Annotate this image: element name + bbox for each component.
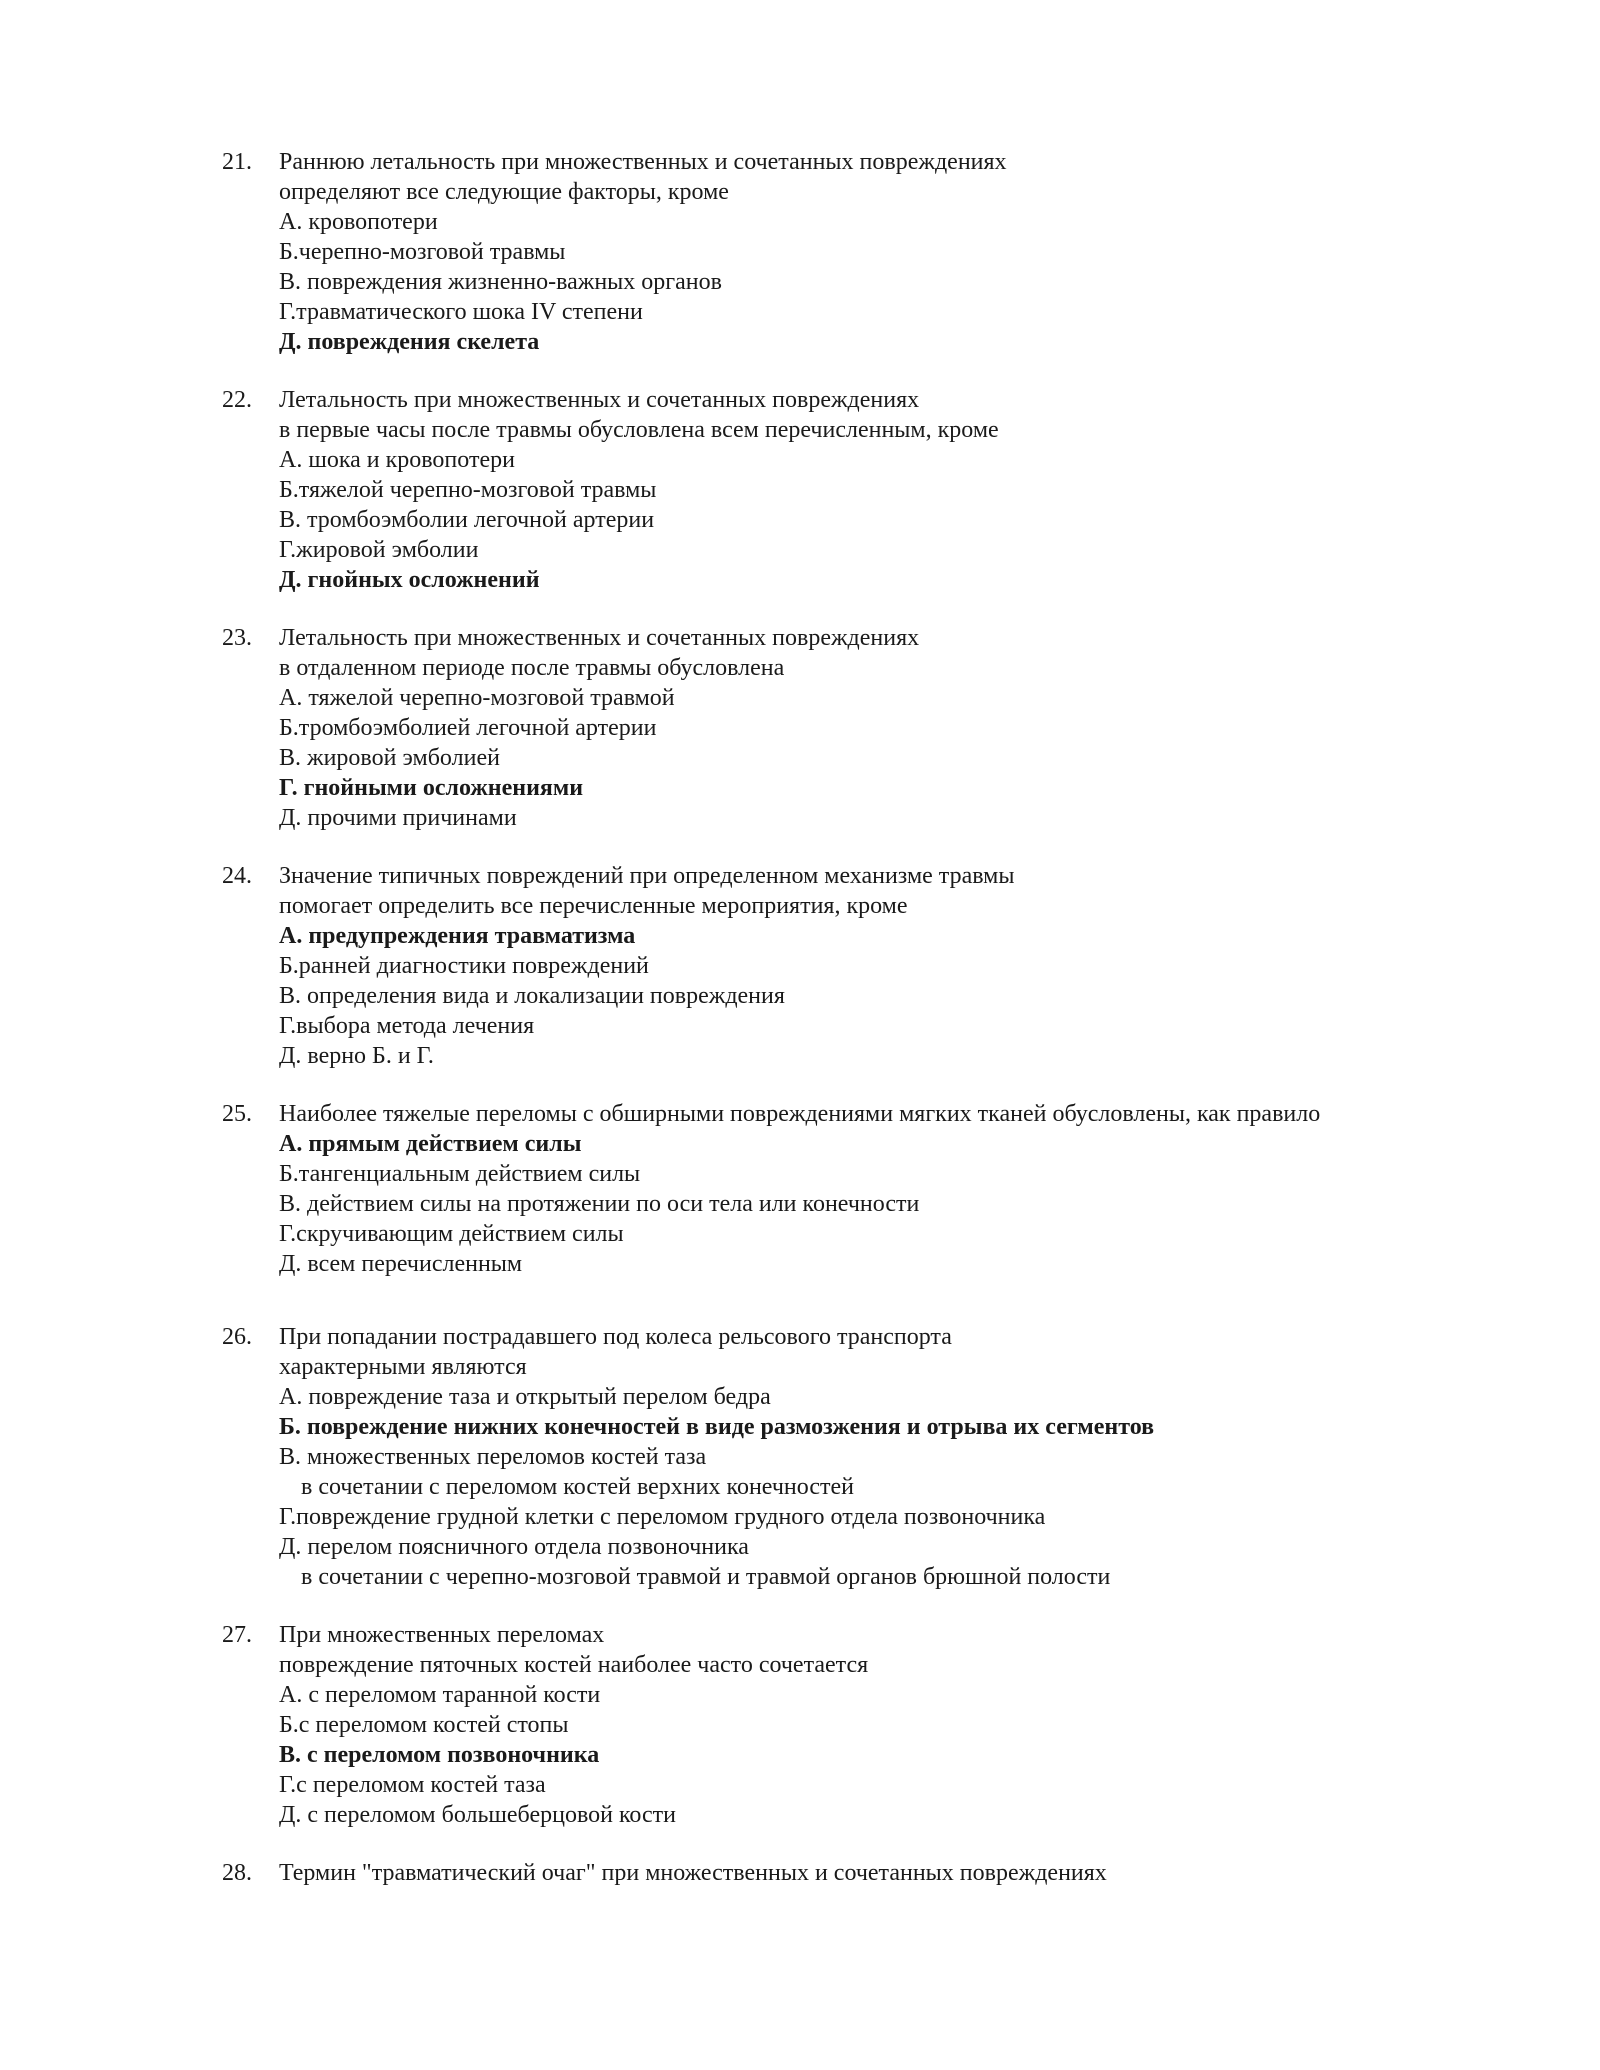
answer-option-correct: А. предупреждения травматизма [279,923,636,949]
question-text: Значение типичных повреждений при определенном механизме травмы [279,863,1015,889]
question-stem-line [222,147,1522,177]
question-stem-line [222,1099,1522,1129]
question-text: в первые часы после травмы обусловлена всем перечисленным, кроме [279,417,999,443]
question-text: в отдаленном периоде после травмы обусловлена [279,655,785,681]
answer-option: А. кровопотери [279,209,438,235]
question-text: помогает определить все перечисленные мероприятия, кроме [279,893,908,919]
question-6 [222,1322,1522,1592]
question-stem-line [222,653,1522,683]
question-text: Летальность при множественных и сочетанных повреждениях [279,387,920,413]
question-number: 22. [222,387,252,413]
answer-option: Б.тромбоэмболией легочной артерии [279,715,657,741]
answer-option: А. с переломом таранной кости [279,1682,601,1708]
answer-option: Б.ранней диагностики повреждений [279,953,649,979]
answer-option: Г.скручивающим действием силы [279,1221,624,1247]
answer-option: Б.тяжелой черепно-мозговой травмы [279,477,657,503]
answer-option: в сочетании с черепно-мозговой травмой и травмой органов брюшной полости [301,1564,1111,1590]
question-1 [222,147,1522,357]
question-text: Раннюю летальность при множественных и сочетанных повреждениях [279,149,1007,175]
question-3 [222,623,1522,833]
question-5 [222,1099,1522,1279]
answer-option-correct: А. прямым действием силы [279,1131,582,1157]
answer-option: Г.жировой эмболии [279,537,479,563]
question-number: 26. [222,1324,252,1350]
question-stem-line [222,623,1522,653]
answer-option: Д. всем перечисленным [279,1251,523,1277]
question-stem-line [222,891,1522,921]
answer-option: А. тяжелой черепно-мозговой травмой [279,685,675,711]
question-text: При множественных переломах [279,1622,605,1648]
answer-option: Д. перелом поясничного отдела позвоночника [279,1534,749,1560]
question-stem-line [222,861,1522,891]
answer-option: Б.тангенциальным действием силы [279,1161,641,1187]
question-8 [222,1858,1522,1888]
answer-option: В. тромбоэмболии легочной артерии [279,507,655,533]
answer-option-correct: Д. повреждения скелета [279,329,540,355]
question-text: характерными являются [279,1354,527,1380]
answer-option: Г.повреждение грудной клетки с переломом грудного отдела позвоночника [279,1504,1046,1530]
answer-option-correct: Г. гнойными осложнениями [279,775,584,801]
question-stem-line [222,1858,1522,1888]
question-stem-line [222,1322,1522,1352]
answer-option-correct: Б. повреждение нижних конечностей в виде размозжения и отрыва их сегментов [279,1414,1155,1440]
answer-option-correct: Д. гнойных осложнений [279,567,540,593]
question-stem-line [222,1352,1522,1382]
question-number: 21. [222,149,252,175]
answer-option: Г.травматического шока IV степени [279,299,643,325]
question-number: 23. [222,625,252,651]
answer-option: Б.черепно-мозговой травмы [279,239,566,265]
answer-option: А. шока и кровопотери [279,447,515,473]
question-number: 24. [222,863,252,889]
answer-option: Б.с переломом костей стопы [279,1712,569,1738]
question-text: Наиболее тяжелые переломы с обширными повреждениями мягких тканей обусловлены, как правило [279,1101,1321,1127]
question-text: повреждение пяточных костей наиболее часто сочетается [279,1652,869,1678]
answer-option: Г.выбора метода лечения [279,1013,535,1039]
answer-option: В. множественных переломов костей таза [279,1444,707,1470]
answer-option: В. определения вида и локализации повреждения [279,983,785,1009]
question-number: 27. [222,1622,252,1648]
answer-option: В. повреждения жизненно-важных органов [279,269,722,295]
question-stem-line [222,385,1522,415]
answer-option: В. действием силы на протяжении по оси тела или конечности [279,1191,920,1217]
question-text: Термин "травматический очаг" при множественных и сочетанных повреждениях [279,1860,1107,1886]
question-stem-line [222,415,1522,445]
question-number: 25. [222,1101,252,1127]
answer-option: Г.с переломом костей таза [279,1772,546,1798]
answer-option: в сочетании с переломом костей верхних конечностей [301,1474,854,1500]
question-text: При попадании пострадавшего под колеса рельсового транспорта [279,1324,952,1350]
question-text: Летальность при множественных и сочетанных повреждениях [279,625,920,651]
answer-option: В. жировой эмболией [279,745,500,771]
question-stem-line [222,177,1522,207]
question-stem-line [222,1650,1522,1680]
question-2 [222,385,1522,595]
question-text: определяют все следующие факторы, кроме [279,179,729,205]
answer-option: А. повреждение таза и открытый перелом бедра [279,1384,771,1410]
question-4 [222,861,1522,1071]
answer-option-correct: В. с переломом позвоночника [279,1742,600,1768]
question-7 [222,1620,1522,1830]
answer-option: Д. верно Б. и Г. [279,1043,434,1069]
question-number: 28. [222,1860,252,1886]
answer-option: Д. с переломом большеберцовой кости [279,1802,676,1828]
answer-option: Д. прочими причинами [279,805,517,831]
question-stem-line [222,1620,1522,1650]
